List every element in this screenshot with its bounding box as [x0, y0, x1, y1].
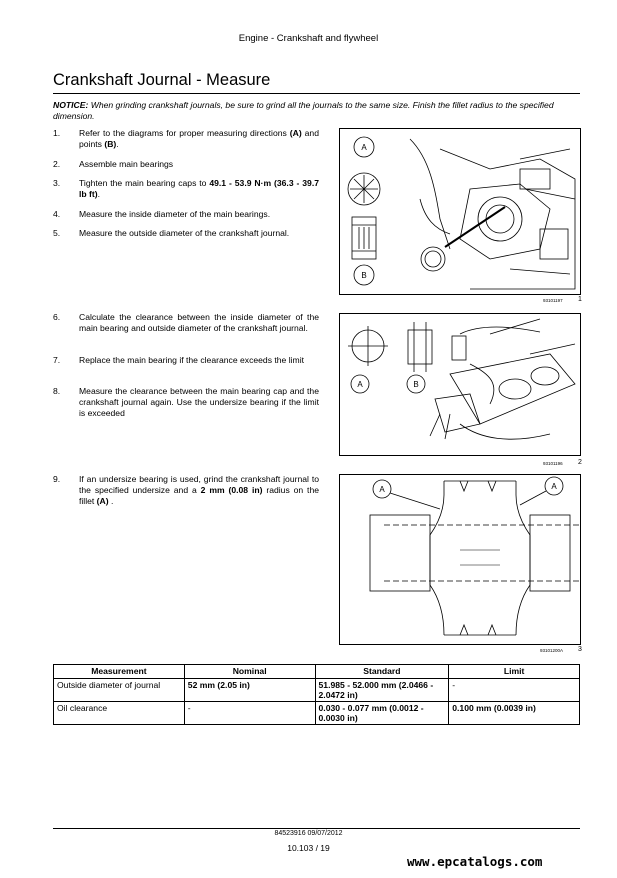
table-cell: 51.985 - 52.000 mm (2.0466 - 2.0472 in) [315, 679, 449, 702]
table-header: Limit [449, 665, 580, 679]
svg-text:A: A [551, 482, 557, 491]
title-rule [53, 93, 580, 94]
table-cell: 0.100 mm (0.0039 in) [449, 702, 580, 725]
table-row [54, 702, 580, 725]
figure-2-code: 93101196 [543, 461, 563, 466]
figure-1-drawing [340, 129, 580, 294]
step-number: 5. [53, 228, 61, 238]
svg-text:A: A [379, 485, 385, 494]
step-number: 2. [53, 159, 61, 169]
table-cell: - [449, 679, 580, 702]
step-number: 7. [53, 355, 61, 365]
step-text: Assemble main bearings [79, 159, 174, 169]
page-header: Engine - Crankshaft and flywheel [238, 33, 379, 44]
svg-text:A: A [361, 143, 367, 152]
figure-1-measuring-bearing [339, 128, 581, 295]
step-number: 3. [53, 178, 61, 188]
step-text: Measure the outside diameter of the crankshaft journal. [79, 228, 290, 238]
svg-text:A: A [357, 380, 363, 389]
table-header: Standard [315, 665, 449, 679]
step-text: Tighten the main bearing caps to 49.1 - 53.9 N·m (36.3 - 39.7 lb ft). [79, 178, 320, 199]
table-row [54, 679, 580, 702]
step-number: 8. [53, 386, 61, 396]
page-number: 10.103 / 19 [287, 843, 330, 853]
document-id: 84523916 09/07/2012 [274, 830, 343, 837]
step-text: If an undersize bearing is used, grind the crankshaft journal to the specified undersize and a 2 mm (0.08 in) radius on the fillet (A) . [79, 474, 320, 506]
table-cell: Oil clearance [54, 702, 185, 725]
step-text: Calculate the clearance between the inside diameter of the main bearing and outside diameter of the crankshaft journal. [79, 312, 319, 333]
svg-text:B: B [361, 271, 367, 280]
table-cell: Outside diameter of journal [54, 679, 185, 702]
specification-table [53, 664, 580, 725]
watermark-link[interactable]: www.epcatalogs.com [407, 854, 543, 869]
step-text: Measure the clearance between the main bearing cap and the crankshaft journal again. Use the undersize bearing if the limit is exceeded [79, 386, 319, 418]
page-title: Crankshaft Journal - Measure [53, 71, 271, 89]
step-number: 1. [53, 128, 61, 138]
notice-text: When grinding crankshaft journals, be sure to grind all the journals to the same size. Finish the fillet radius to the specified dimension. [53, 100, 554, 121]
step-text: Replace the main bearing if the clearance exceeds the limit [79, 355, 304, 365]
figure-2-number: 2 [578, 459, 582, 466]
figure-3-number: 3 [578, 646, 582, 653]
figure-3-code: 93101200A [540, 648, 564, 653]
table-cell: 0.030 - 0.077 mm (0.0012 - 0.0030 in) [315, 702, 449, 725]
table-cell: 52 mm (2.05 in) [184, 679, 315, 702]
step-text: Measure the inside diameter of the main bearings. [79, 209, 271, 219]
table-cell: - [184, 702, 315, 725]
svg-text:B: B [413, 380, 419, 389]
step-number: 9. [53, 474, 61, 484]
figure-3-fillet-radius [339, 474, 581, 645]
table-header: Measurement [54, 665, 185, 679]
footer-rule [53, 828, 580, 829]
notice-label: NOTICE: [53, 100, 89, 110]
table-header: Nominal [184, 665, 315, 679]
table-header-row [54, 665, 580, 679]
figure-3-drawing [340, 475, 580, 644]
notice [53, 100, 583, 122]
figure-2-drawing [340, 314, 580, 455]
step-number: 6. [53, 312, 61, 322]
step-text: Refer to the diagrams for proper measuring directions (A) and points (B). [79, 128, 319, 149]
figure-1-number: 1 [578, 296, 582, 303]
figure-1-code: 93101197 [543, 298, 563, 303]
step-number: 4. [53, 209, 61, 219]
figure-2-measuring-journal [339, 313, 581, 456]
